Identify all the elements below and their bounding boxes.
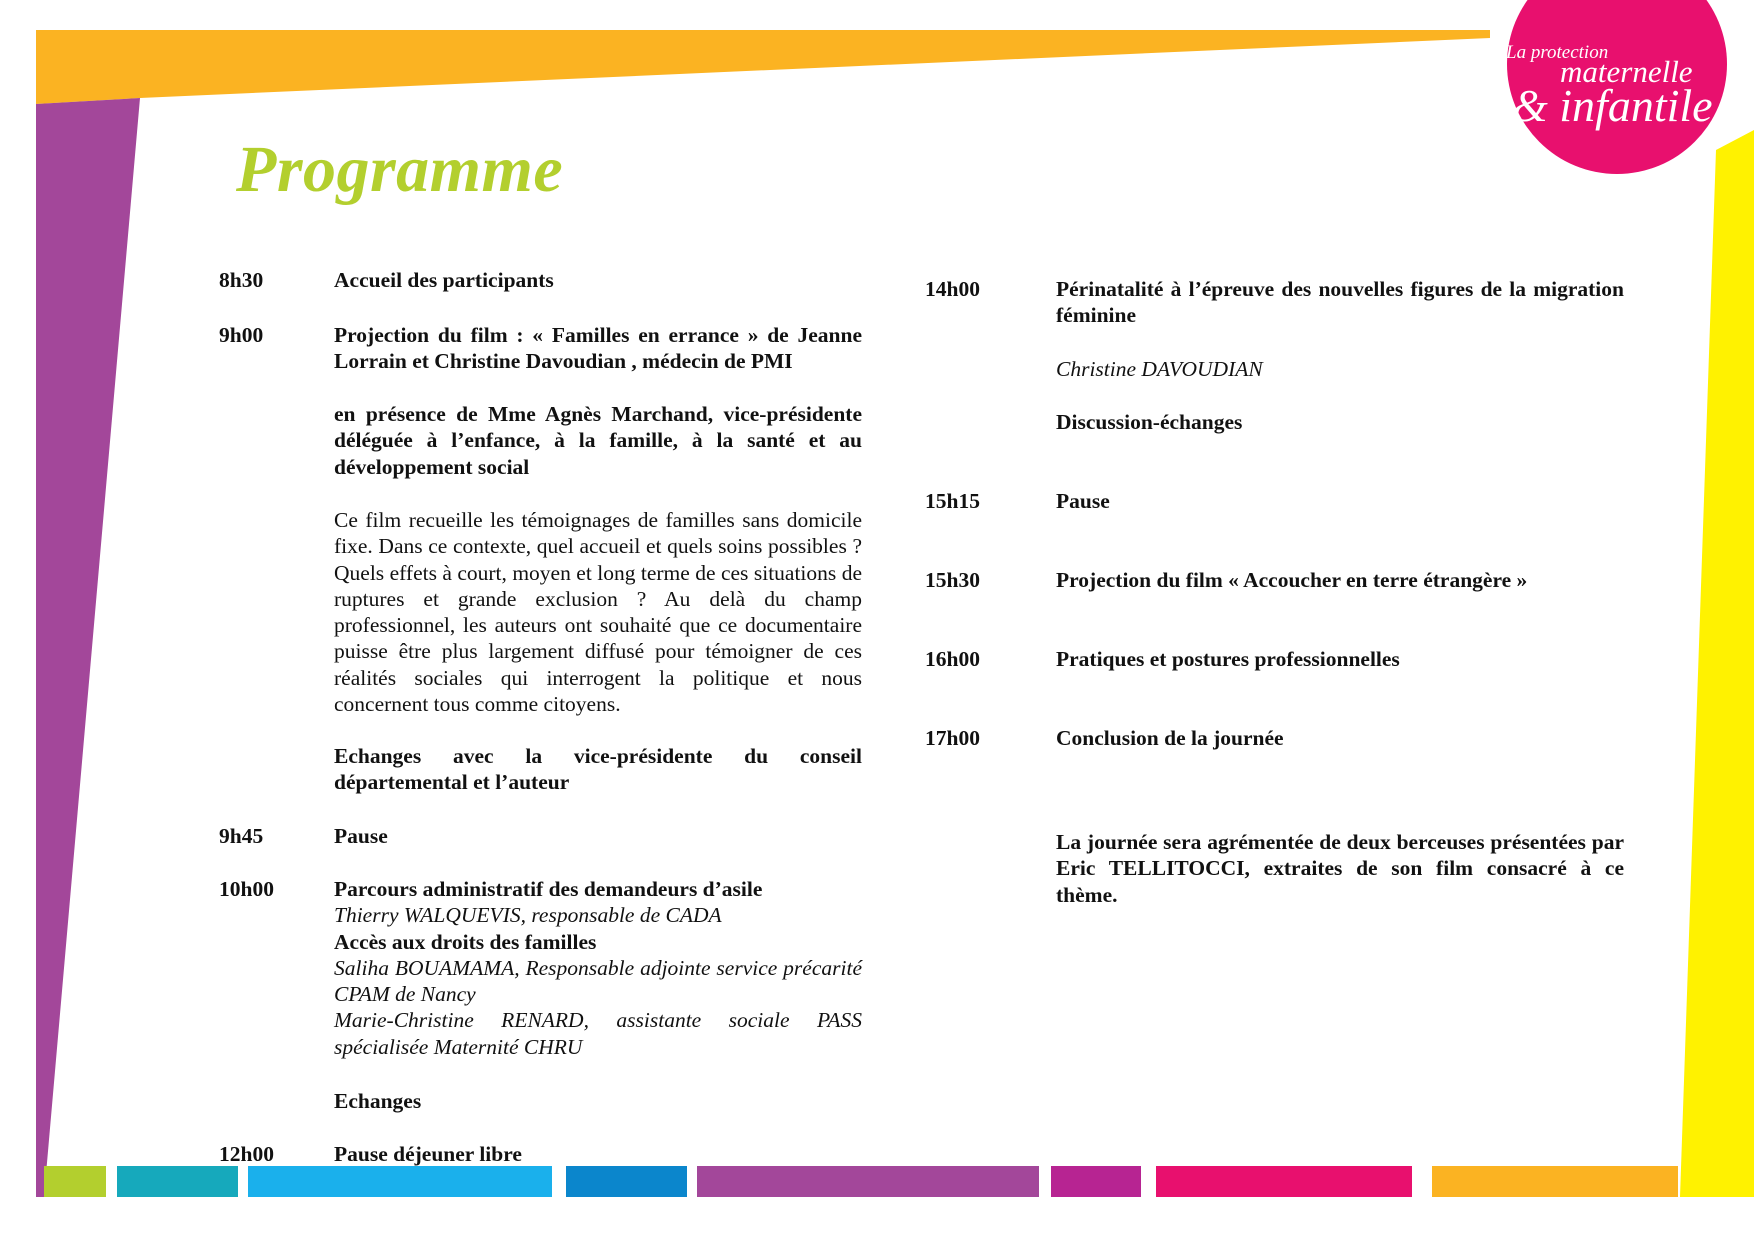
- session-title: Périnatalité à l’épreuve des nouvelles figures de la migration féminine: [1056, 277, 1624, 328]
- page-title: Programme: [236, 133, 564, 206]
- time-label: 9h00: [219, 323, 264, 347]
- session-block-10h00: [334, 876, 862, 1060]
- logo-line-1: La protection: [1506, 42, 1609, 63]
- time-label: 17h00: [925, 726, 980, 750]
- time-label: 12h00: [219, 1142, 274, 1166]
- session-title: Pause déjeuner libre: [334, 1142, 522, 1166]
- left-purple-band: [36, 98, 140, 1197]
- logo: [1490, 38, 1730, 148]
- session-exchange: Echanges: [334, 1089, 422, 1113]
- strip-lime: [44, 1166, 106, 1197]
- closing-note: La journée sera agrémentée de deux berceuses présentées par Eric TELLITOCCI, extraites de son film consacré à ce thème.: [1056, 830, 1624, 907]
- strip-magenta: [1051, 1166, 1141, 1197]
- speaker: Marie-Christine RENARD, assistante sociale PASS spécialisée Maternité CHRU: [334, 1008, 862, 1059]
- session-title: Pause: [1056, 489, 1110, 513]
- logo-line-2: maternelle: [1560, 54, 1693, 89]
- strip-pink: [1156, 1166, 1412, 1197]
- session-title: Projection du film « Accoucher en terre étrangère »: [1056, 568, 1528, 592]
- session-title: Pratiques et postures professionnelles: [1056, 647, 1400, 671]
- session-exchange: Echanges avec la vice-présidente du conseil départemental et l’auteur: [334, 744, 862, 795]
- time-label: 14h00: [925, 277, 980, 301]
- time-label: 9h45: [219, 824, 264, 848]
- strip-purple: [697, 1166, 1039, 1197]
- right-yellow-band: [1680, 130, 1754, 1197]
- strip-orange: [1432, 1166, 1678, 1197]
- strip-blue: [566, 1166, 687, 1197]
- session-title: Accès aux droits des familles: [334, 929, 597, 954]
- session-title: Pause: [334, 824, 388, 848]
- session-title: Conclusion de la journée: [1056, 726, 1284, 750]
- time-label: 15h30: [925, 568, 980, 592]
- time-label: 10h00: [219, 877, 274, 901]
- top-orange-band: [36, 30, 1490, 104]
- logo-line-3: & infantile: [1512, 80, 1713, 131]
- strip-teal: [117, 1166, 238, 1197]
- speaker: Christine DAVOUDIAN: [1056, 357, 1263, 381]
- session-description: Ce film recueille les témoignages de familles sans domicile fixe. Dans ce contexte, quel accueil et quels soins possibles ? Quels effets à court, moyen et long terme de ces situations de ruptures et grande exclusion ? Au delà du champ professionnel, les auteurs ont souhaité que ce documentaire puisse être plus largement diffusé pour témoigner de ces réalités sociales qui interrogent la politique et nous concernent tous comme citoyens.: [334, 508, 862, 717]
- session-presence: en présence de Mme Agnès Marchand, vice-présidente déléguée à l’enfance, à la famille, à la santé et au développement social: [334, 402, 862, 479]
- speaker: Saliha BOUAMAMA, Responsable adjointe service précarité CPAM de Nancy: [334, 955, 862, 1007]
- session-title: Accueil des participants: [334, 268, 554, 292]
- session-title: Projection du film : « Familles en errance » de Jeanne Lorrain et Christine Davoudian , médecin de PMI: [334, 323, 862, 374]
- bottom-color-strip: [44, 1166, 1678, 1197]
- session-discussion: Discussion-échanges: [1056, 410, 1243, 434]
- time-label: 16h00: [925, 647, 980, 671]
- speaker: Thierry WALQUEVIS, responsable de CADA: [334, 903, 722, 928]
- time-label: 15h15: [925, 489, 980, 513]
- session-title: Parcours administratif des demandeurs d’asile: [334, 877, 763, 901]
- strip-sky: [248, 1166, 552, 1197]
- time-label: 8h30: [219, 268, 264, 292]
